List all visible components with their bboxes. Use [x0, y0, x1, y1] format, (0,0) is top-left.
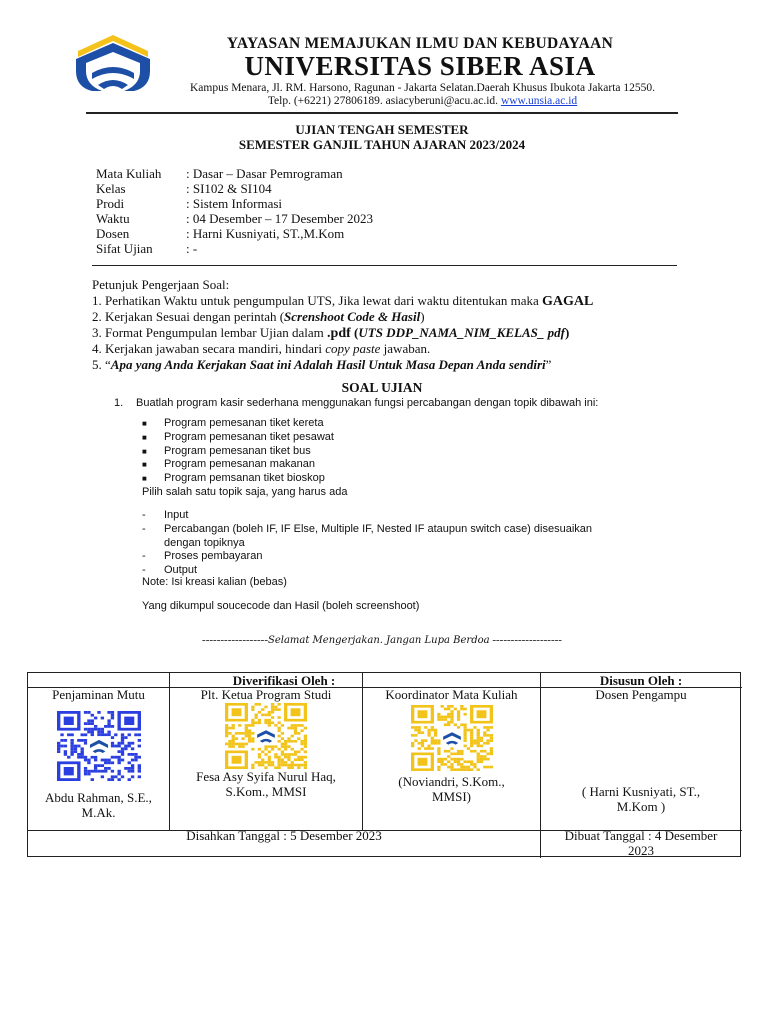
info-label: Waktu	[96, 211, 130, 226]
prepared-by-header: Disusun Oleh :	[599, 673, 683, 688]
requirement-label: dengan topiknya	[164, 536, 245, 549]
questions-title: SOAL UJIAN	[341, 380, 423, 395]
created-date	[541, 828, 741, 858]
instructions-heading: Petunjuk Pengerjaan Soal:	[92, 277, 230, 292]
bullet-icon: ■	[142, 432, 147, 442]
signer-quality-assurance	[28, 790, 169, 820]
campus-address: Kampus Menara, Jl. RM. Harsono, Ragunan - Jakarta Selatan.Daerah Khusus Ibukota Jakarta 12550.	[190, 82, 655, 94]
signer-program-head	[170, 769, 362, 799]
instruction-emphasis: GAGAL	[542, 293, 594, 309]
website-link[interactable]: www.unsia.ac.id	[500, 95, 578, 107]
verified-by-header: Diverifikasi Oleh :	[232, 673, 336, 688]
closing-line	[86, 634, 678, 646]
closing-dashes: -------------------	[489, 634, 562, 646]
signer-course-coordinator	[363, 774, 540, 804]
list-item	[142, 537, 592, 551]
info-row	[96, 211, 373, 226]
exam-title: UJIAN TENGAH SEMESTER	[295, 122, 469, 137]
dash-icon: -	[142, 522, 146, 535]
info-row	[96, 226, 373, 241]
instruction-text: 2. Kerjakan Sesuai dengan perintah (	[92, 309, 285, 324]
bullet-icon: ■	[142, 446, 147, 456]
header-divider	[86, 112, 678, 114]
topic-label: Program pemesanan tiket bus	[164, 444, 311, 457]
instruction-text: )	[420, 309, 425, 324]
signer-title: M.Kom )	[616, 799, 666, 814]
closing-message: Selamat Mengerjakan. Jangan Lupa Berdoa	[267, 635, 490, 646]
instruction-emphasis: .pdf	[327, 325, 351, 341]
info-value: : Dasar – Dasar Pemrograman	[186, 166, 343, 181]
instruction-text: 3. Format Pengumpulan lembar Ujian dalam	[92, 324, 328, 340]
info-label: Prodi	[96, 196, 125, 211]
dash-icon: -	[142, 564, 146, 577]
role-quality-assurance: Penjaminan Mutu	[52, 687, 145, 702]
info-divider	[92, 265, 677, 266]
topic-list	[142, 417, 334, 486]
instruction-5	[92, 357, 692, 373]
info-label: Dosen	[96, 226, 130, 241]
role-program-head: Plt. Ketua Program Studi	[200, 687, 332, 702]
signer-name: (Noviandri, S.Kom.,	[398, 774, 505, 789]
instruction-text: 5. “	[92, 356, 111, 372]
foundation-name: YAYASAN MEMAJUKAN ILMU DAN KEBUDAYAAN	[226, 35, 614, 52]
signer-name: Fesa Asy Syifa Nurul Haq,	[196, 769, 336, 784]
question-text: Buatlah program kasir sederhana menggunakan fungsi percabangan dengan topik dibawah ini:	[136, 397, 599, 409]
list-item	[142, 550, 592, 564]
role-course-coordinator: Koordinator Mata Kuliah	[385, 687, 518, 702]
instruction-3	[92, 325, 692, 342]
instruction-text: jawaban.	[380, 341, 431, 356]
info-row	[96, 166, 373, 181]
topic-label: Program pemesanan tiket pesawat	[164, 430, 334, 443]
note-text: Note: Isi kreasi kalian (bebas)	[142, 576, 287, 588]
closing-dashes: ------------------	[202, 634, 268, 646]
instructions	[92, 277, 692, 372]
instruction-text: ”	[545, 356, 552, 372]
info-value: : SI102 & SI104	[186, 181, 272, 196]
created-date-line: Dibuat Tanggal : 4 Desember	[564, 828, 718, 843]
instruction-emphasis: Apa yang Anda Kerjakan Saat ini Adalah Hasil Untuk Masa Depan Anda sendiri	[110, 356, 546, 372]
university-name: UNIVERSITAS SIBER ASIA	[244, 51, 596, 81]
collect-text: Yang dikumpul soucecode dan Hasil (boleh screenshoot)	[142, 600, 420, 612]
bullet-icon: ■	[142, 419, 147, 428]
qr-code-icon	[225, 703, 307, 769]
semester-title: SEMESTER GANJIL TAHUN AJARAN 2023/2024	[238, 137, 526, 152]
choose-one-text: Pilih salah satu topik saja, yang harus ada	[142, 486, 348, 498]
requirement-list	[142, 509, 592, 578]
topic-label: Program pemesanan tiket kereta	[164, 417, 324, 429]
instruction-emphasis: Screnshoot Code & Hasil	[284, 309, 421, 324]
bullet-icon: ■	[142, 474, 147, 484]
indent-spacer	[142, 537, 164, 551]
list-item	[142, 458, 334, 472]
question-number: 1.	[114, 397, 124, 409]
list-item	[142, 509, 592, 523]
ratified-date: Disahkan Tanggal : 5 Desember 2023	[186, 828, 382, 843]
list-item	[142, 417, 334, 431]
instruction-text: 1. Perhatikan Waktu untuk pengumpulan UTS, Jika lewat dari waktu ditentukan maka	[92, 292, 543, 308]
instruction-text: )	[564, 324, 570, 340]
qr-code-icon	[411, 705, 493, 771]
info-value: : 04 Desember – 17 Desember 2023	[186, 211, 374, 226]
list-item	[142, 431, 334, 445]
signer-name: ( Harni Kusniyati, ST.,	[581, 784, 701, 799]
instruction-1	[92, 293, 692, 310]
instruction-emphasis: copy paste	[325, 341, 381, 356]
topic-label: Program pemsanan tiket bioskop	[164, 472, 325, 485]
info-label: Kelas	[96, 181, 126, 196]
signature-table	[27, 672, 741, 857]
dash-icon: -	[142, 550, 146, 563]
dash-icon: -	[142, 509, 146, 521]
requirement-label: Proses pembayaran	[164, 550, 263, 563]
signer-title: M.Ak.	[81, 805, 116, 820]
qr-code-icon	[57, 711, 141, 781]
requirement-label: Output	[164, 564, 198, 577]
info-row	[96, 241, 373, 256]
signer-name: Abdu Rahman, S.E.,	[45, 790, 152, 805]
signer-lecturer	[541, 784, 741, 814]
info-row	[96, 196, 373, 211]
instruction-emphasis: UTS DDP_NAMA_NIM_KELAS_ pdf	[358, 324, 565, 340]
list-item	[142, 472, 334, 486]
requirement-label: Input	[164, 509, 189, 521]
course-info	[96, 166, 373, 256]
contact-line	[150, 95, 695, 107]
contact-text: Telp. (+6221) 27806189. asiacyberuni@acu.ac.id.	[267, 95, 499, 107]
info-value: : Sistem Informasi	[186, 196, 283, 211]
instruction-4	[92, 341, 692, 357]
info-row	[96, 181, 373, 196]
topic-label: Program pemesanan makanan	[164, 458, 316, 471]
list-item	[142, 445, 334, 459]
created-date-line: 2023	[628, 843, 654, 858]
instruction-text: 4. Kerjakan jawaban secara mandiri, hindari	[92, 341, 326, 356]
info-label: Sifat Ujian	[96, 241, 153, 256]
instruction-2	[92, 309, 692, 325]
requirement-label: Percabangan (boleh IF, IF Else, Multiple IF, Nested IF ataupun switch case) disesuaikan	[164, 522, 592, 535]
instruction-text: (	[350, 324, 359, 340]
signer-title: S.Kom., MMSI	[225, 784, 307, 799]
info-value: : Harni Kusniyati, ST.,M.Kom	[186, 226, 345, 241]
info-value: : -	[186, 241, 198, 256]
list-item	[142, 523, 592, 537]
university-logo-icon	[72, 33, 154, 93]
role-lecturer: Dosen Pengampu	[595, 687, 687, 702]
info-label: Mata Kuliah	[96, 166, 162, 181]
signer-title: MMSI)	[431, 789, 471, 804]
bullet-icon: ■	[142, 460, 147, 470]
